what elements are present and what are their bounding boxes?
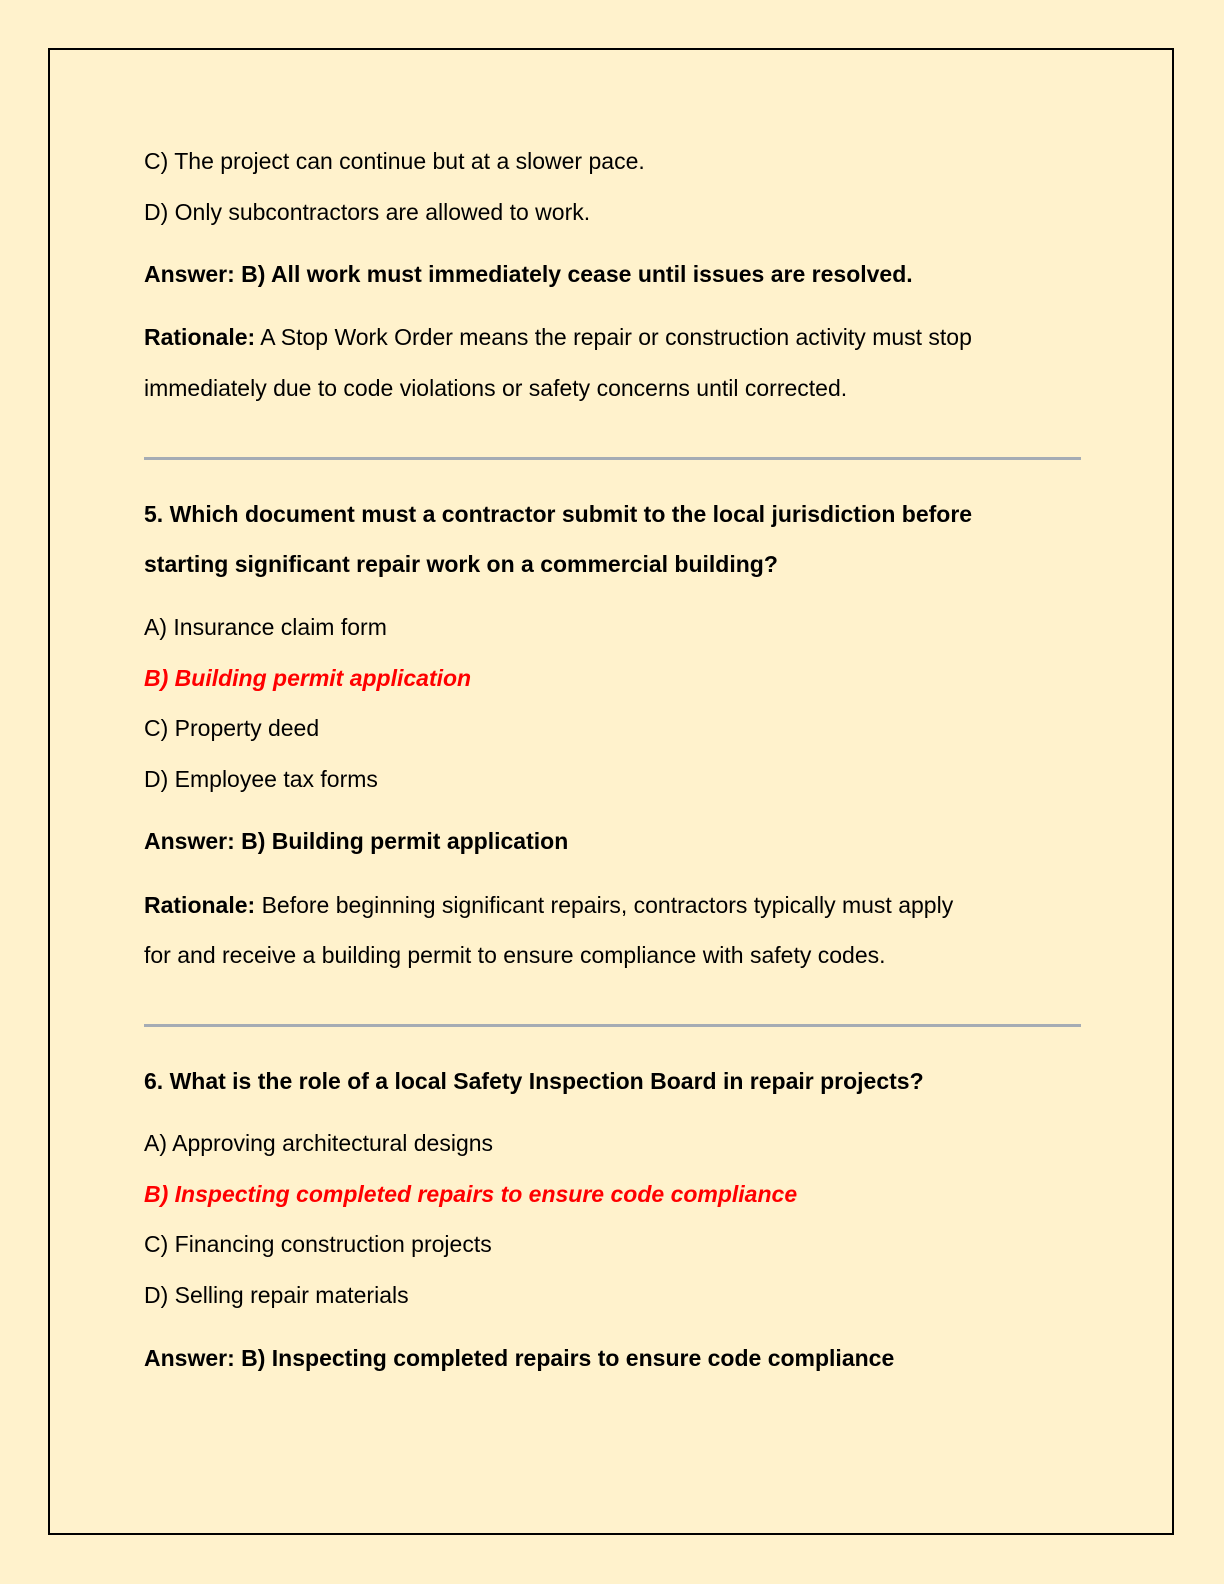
section-divider (144, 1024, 1081, 1027)
rationale-text: Before beginning significant repairs, contractors typically must apply (255, 892, 954, 918)
q5-option-a: A) Insurance claim form (144, 614, 387, 640)
rationale-label: Rationale: (144, 892, 256, 918)
q5-answer: Answer: B) Building permit application (144, 828, 569, 854)
q5-option-c: C) Property deed (144, 715, 320, 741)
q6-question: 6. What is the role of a local Safety Inspection Board in repair projects? (144, 1068, 924, 1094)
q6-option-c: C) Financing construction projects (144, 1231, 492, 1257)
q5-option-b-correct: B) Building permit application (144, 665, 472, 691)
q6-option-a: A) Approving architectural designs (144, 1130, 494, 1156)
q4-option-c: C) The project can continue but at a slower pace. (144, 148, 645, 174)
q5-rationale-line2: for and receive a building permit to ensure compliance with safety codes. (144, 942, 886, 968)
q5-option-d: D) Employee tax forms (144, 766, 378, 792)
rationale-text: A Stop Work Order means the repair or construction activity must stop (255, 324, 972, 350)
section-divider (144, 457, 1081, 460)
rationale-label: Rationale: (144, 324, 256, 350)
q5-question-line2: starting significant repair work on a commercial building? (144, 551, 778, 577)
q4-rationale-line1 (144, 323, 972, 351)
q5-question-line1: 5. Which document must a contractor submit to the local jurisdiction before (144, 501, 973, 527)
q4-answer: Answer: B) All work must immediately cease until issues are resolved. (144, 261, 913, 287)
q6-option-b-correct: B) Inspecting completed repairs to ensure code compliance (144, 1181, 798, 1207)
q5-rationale-line1 (144, 891, 953, 919)
q6-option-d: D) Selling repair materials (144, 1282, 409, 1308)
q4-rationale-line2: immediately due to code violations or safety concerns until corrected. (144, 375, 848, 401)
q4-option-d: D) Only subcontractors are allowed to work. (144, 199, 591, 225)
q6-answer: Answer: B) Inspecting completed repairs to ensure code compliance (144, 1345, 895, 1371)
